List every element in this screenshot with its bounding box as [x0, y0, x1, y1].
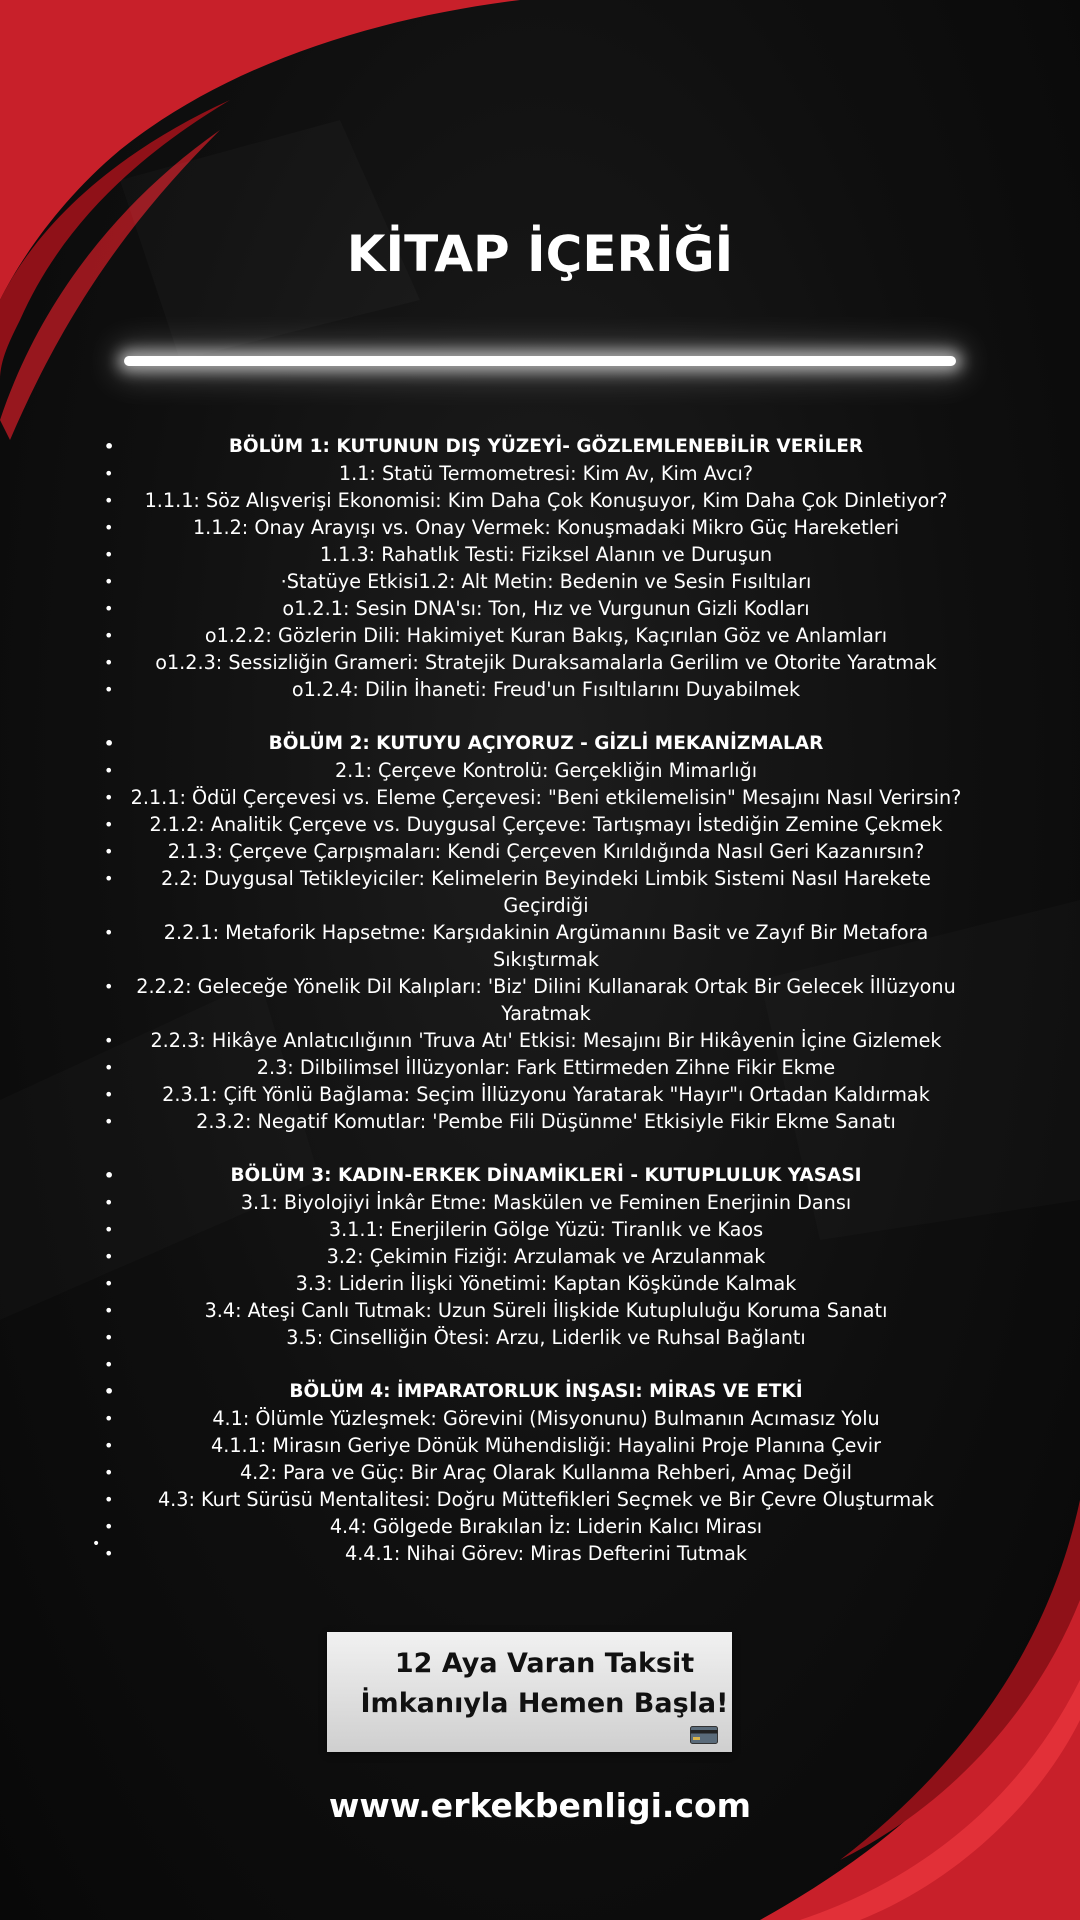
- toc-item: • 3.5: Cinselliğin Ötesi: Arzu, Liderlik ve Ruhsal Bağlantı: [90, 1324, 990, 1351]
- toc-item: • o1.2.2: Gözlerin Dili: Hakimiyet Kuran Bakış, Kaçırılan Göz ve Anlamları: [90, 622, 990, 649]
- toc-spacer: [90, 703, 990, 730]
- toc-item: • 2.1: Çerçeve Kontrolü: Gerçekliğin Mimarlığı: [90, 757, 990, 784]
- toc-item: • 4.4.1: Nihai Görev: Miras Defterini Tutmak: [90, 1540, 990, 1567]
- toc-chapter-heading: • BÖLÜM 1: KUTUNUN DIŞ YÜZEYİ- GÖZLEMLENEBİLİR VERİLER: [90, 433, 990, 460]
- toc-item: • 2.3: Dilbilimsel İllüzyonlar: Fark Ettirmeden Zihne Fikir Ekme: [90, 1054, 990, 1081]
- toc-item: • 4.1: Ölümle Yüzleşmek: Görevini (Misyonunu) Bulmanın Acımasız Yolu: [90, 1405, 990, 1432]
- credit-card-icon: [690, 1726, 718, 1744]
- toc-item: • 2.1.3: Çerçeve Çarpışmaları: Kendi Çerçeven Kırıldığında Nasıl Geri Kazanırsın?: [90, 838, 990, 865]
- stray-bullet: •: [92, 1536, 101, 1552]
- toc-item: • 2.3.1: Çift Yönlü Bağlama: Seçim İllüzyonu Yaratarak "Hayır"ı Ortadan Kaldırmak: [90, 1081, 990, 1108]
- toc-item: • 3.1.1: Enerjilerin Gölge Yüzü: Tiranlık ve Kaos: [90, 1216, 990, 1243]
- website-link[interactable]: www.erkekbenligi.com: [328, 1786, 752, 1825]
- cta-line-1: 12 Aya Varan Taksit: [394, 1648, 695, 1679]
- toc-item: • 2.2.3: Hikâye Anlatıcılığının 'Truva Atı' Etkisi: Mesajını Bir Hikâyenin İçine Gizlemek: [90, 1027, 990, 1054]
- toc-item: • o1.2.3: Sessizliğin Grameri: Stratejik Duraksamalarla Gerilim ve Otorite Yaratmak: [90, 649, 990, 676]
- toc-item: • 3.2: Çekimin Fiziği: Arzulamak ve Arzulanmak: [90, 1243, 990, 1270]
- toc-item: • 1.1.2: Onay Arayışı vs. Onay Vermek: Konuşmadaki Mikro Güç Hareketleri: [90, 514, 990, 541]
- toc-item: • 4.1.1: Mirasın Geriye Dönük Mühendisliği: Hayalini Proje Planına Çevir: [90, 1432, 990, 1459]
- toc-item: • 4.3: Kurt Sürüsü Mentalitesi: Doğru Müttefikleri Seçmek ve Bir Çevre Oluşturmak: [90, 1486, 990, 1513]
- toc-chapter-heading: • BÖLÜM 4: İMPARATORLUK İNŞASI: MİRAS VE ETKİ: [90, 1378, 990, 1405]
- cta-line-2: İmkanıyla Hemen Başla!: [360, 1688, 729, 1719]
- toc-item: • 2.2: Duygusal Tetikleyiciler: Kelimelerin Beyindeki Limbik Sistemi Nasıl Harekete Geçirdiği: [90, 865, 990, 919]
- toc-item: • 3.3: Liderin İlişki Yönetimi: Kaptan Köşkünde Kalmak: [90, 1270, 990, 1297]
- toc-item: • 1.1.3: Rahatlık Testi: Fiziksel Alanın ve Duruşun: [90, 541, 990, 568]
- toc-item: • 2.3.2: Negatif Komutlar: 'Pembe Fili Düşünme' Etkisiyle Fikir Ekme Sanatı: [90, 1108, 990, 1135]
- toc-empty-item: [90, 1351, 990, 1378]
- glow-divider: [124, 356, 956, 366]
- toc-chapter-heading: • BÖLÜM 3: KADIN-ERKEK DİNAMİKLERİ - KUTUPLULUK YASASI: [90, 1162, 990, 1189]
- toc-spacer: [90, 1135, 990, 1162]
- toc-item: • 3.1: Biyolojiyi İnkâr Etme: Maskülen ve Feminen Enerjinin Dansı: [90, 1189, 990, 1216]
- toc-item: • 4.4: Gölgede Bırakılan İz: Liderin Kalıcı Mirası: [90, 1513, 990, 1540]
- toc-item: • 1.1.1: Söz Alışverişi Ekonomisi: Kim Daha Çok Konuşuyor, Kim Daha Çok Dinletiyor?: [90, 487, 990, 514]
- table-of-contents: [90, 433, 990, 1567]
- toc-item: • 3.4: Ateşi Canlı Tutmak: Uzun Süreli İlişkide Kutupluluğu Koruma Sanatı: [90, 1297, 990, 1324]
- toc-item: • ·Statüye Etkisi1.2: Alt Metin: Bedenin ve Sesin Fısıltıları: [90, 568, 990, 595]
- installment-cta-button[interactable]: [327, 1632, 732, 1752]
- toc-item: • o1.2.4: Dilin İhaneti: Freud'un Fısıltılarını Duyabilmek: [90, 676, 990, 703]
- toc-chapter-heading: • BÖLÜM 2: KUTUYU AÇIYORUZ - GİZLİ MEKANİZMALAR: [90, 730, 990, 757]
- toc-item: • 2.2.2: Geleceğe Yönelik Dil Kalıpları: 'Biz' Dilini Kullanarak Ortak Bir Gelecek İllüzyonu Yaratmak: [90, 973, 990, 1027]
- toc-item: • o1.2.1: Sesin DNA'sı: Ton, Hız ve Vurgunun Gizli Kodları: [90, 595, 990, 622]
- toc-item: • 4.2: Para ve Güç: Bir Araç Olarak Kullanma Rehberi, Amaç Değil: [90, 1459, 990, 1486]
- page-title: KİTAP İÇERİĞİ: [346, 225, 734, 283]
- toc-item: • 1.1: Statü Termometresi: Kim Av, Kim Avcı?: [90, 460, 990, 487]
- toc-item: • 2.1.2: Analitik Çerçeve vs. Duygusal Çerçeve: Tartışmayı İstediğin Zemine Çekmek: [90, 811, 990, 838]
- toc-item: • 2.1.1: Ödül Çerçevesi vs. Eleme Çerçevesi: "Beni etkilemelisin" Mesajını Nasıl Verirsin?: [90, 784, 990, 811]
- toc-item: • 2.2.1: Metaforik Hapsetme: Karşıdakinin Argümanını Basit ve Zayıf Bir Metafora Sıkıştırmak: [90, 919, 990, 973]
